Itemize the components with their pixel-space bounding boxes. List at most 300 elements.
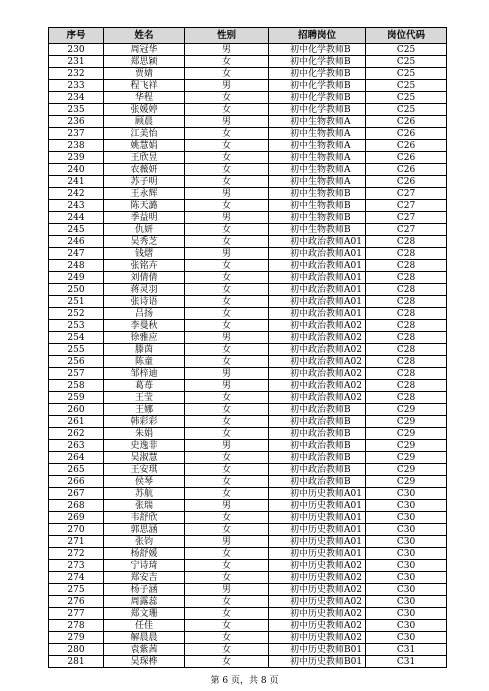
table-row xyxy=(49,548,447,560)
cell-name: 贾婧 xyxy=(104,68,185,80)
cell-position-code: C30 xyxy=(366,524,447,536)
cell-name: 袁紫茜 xyxy=(104,644,185,656)
cell-serial-number: 233 xyxy=(49,80,104,92)
cell-gender: 女 xyxy=(185,560,269,572)
cell-gender: 女 xyxy=(185,128,269,140)
cell-position: 初中政治教师B xyxy=(269,440,366,452)
cell-gender: 男 xyxy=(185,584,269,596)
cell-position: 初中政治教师A01 xyxy=(269,296,366,308)
cell-position-code: C28 xyxy=(366,272,447,284)
cell-serial-number: 235 xyxy=(49,104,104,116)
cell-gender: 女 xyxy=(185,428,269,440)
table-row xyxy=(49,560,447,572)
cell-position-code: C30 xyxy=(366,632,447,644)
cell-position-code: C29 xyxy=(366,428,447,440)
table-row xyxy=(49,656,447,668)
cell-position: 初中政治教师A02 xyxy=(269,344,366,356)
cell-serial-number: 275 xyxy=(49,584,104,596)
table-row xyxy=(49,608,447,620)
cell-position-code: C25 xyxy=(366,92,447,104)
cell-serial-number: 231 xyxy=(49,56,104,68)
table-row xyxy=(49,392,447,404)
header-name: 姓名 xyxy=(104,28,185,44)
table-row xyxy=(49,272,447,284)
cell-gender: 男 xyxy=(185,332,269,344)
cell-serial-number: 253 xyxy=(49,320,104,332)
cell-name: 顾晨 xyxy=(104,116,185,128)
cell-name: 侯琴 xyxy=(104,476,185,488)
cell-gender: 男 xyxy=(185,500,269,512)
table-row xyxy=(49,236,447,248)
table-row xyxy=(49,368,447,380)
header-row xyxy=(49,28,447,44)
cell-position-code: C27 xyxy=(366,224,447,236)
cell-position-code: C30 xyxy=(366,500,447,512)
cell-gender: 女 xyxy=(185,176,269,188)
cell-serial-number: 242 xyxy=(49,188,104,200)
cell-position-code: C29 xyxy=(366,416,447,428)
cell-serial-number: 244 xyxy=(49,212,104,224)
cell-position: 初中历史教师B01 xyxy=(269,656,366,668)
cell-position-code: C29 xyxy=(366,452,447,464)
cell-serial-number: 267 xyxy=(49,488,104,500)
cell-position: 初中历史教师A02 xyxy=(269,632,366,644)
cell-position-code: C30 xyxy=(366,536,447,548)
cell-position: 初中历史教师A01 xyxy=(269,500,366,512)
cell-position-code: C30 xyxy=(366,560,447,572)
cell-name: 吴秀芝 xyxy=(104,236,185,248)
cell-position-code: C28 xyxy=(366,344,447,356)
table-row xyxy=(49,152,447,164)
cell-position-code: C29 xyxy=(366,476,447,488)
cell-position-code: C25 xyxy=(366,68,447,80)
header-position-code: 岗位代码 xyxy=(366,28,447,44)
cell-position: 初中生物教师A xyxy=(269,116,366,128)
table-row xyxy=(49,596,447,608)
cell-position-code: C25 xyxy=(366,44,447,56)
cell-name: 朱娟 xyxy=(104,428,185,440)
cell-position: 初中生物教师A xyxy=(269,164,366,176)
cell-position: 初中生物教师B xyxy=(269,188,366,200)
cell-serial-number: 246 xyxy=(49,236,104,248)
cell-serial-number: 245 xyxy=(49,224,104,236)
cell-position: 初中历史教师A01 xyxy=(269,524,366,536)
table-row xyxy=(49,140,447,152)
cell-position: 初中政治教师A01 xyxy=(269,260,366,272)
cell-name: 吕扬 xyxy=(104,308,185,320)
cell-name: 周露蕊 xyxy=(104,596,185,608)
table-row xyxy=(49,212,447,224)
table-row xyxy=(49,284,447,296)
cell-gender: 女 xyxy=(185,284,269,296)
cell-position-code: C30 xyxy=(366,596,447,608)
table-row xyxy=(49,80,447,92)
cell-position-code: C30 xyxy=(366,620,447,632)
cell-position-code: C29 xyxy=(366,440,447,452)
cell-name: 张媛婷 xyxy=(104,104,185,116)
cell-position-code: C27 xyxy=(366,188,447,200)
cell-position: 初中历史教师A02 xyxy=(269,608,366,620)
cell-position: 初中政治教师A01 xyxy=(269,284,366,296)
cell-serial-number: 258 xyxy=(49,380,104,392)
cell-position: 初中政治教师B xyxy=(269,452,366,464)
cell-name: 史逸非 xyxy=(104,440,185,452)
cell-name: 张铭卉 xyxy=(104,260,185,272)
table-row xyxy=(49,572,447,584)
cell-position-code: C28 xyxy=(366,320,447,332)
cell-name: 农薇妍 xyxy=(104,164,185,176)
cell-name: 王永辉 xyxy=(104,188,185,200)
cell-position-code: C28 xyxy=(366,284,447,296)
cell-serial-number: 256 xyxy=(49,356,104,368)
table-row xyxy=(49,356,447,368)
cell-serial-number: 278 xyxy=(49,620,104,632)
cell-position-code: C28 xyxy=(366,392,447,404)
cell-gender: 女 xyxy=(185,620,269,632)
cell-name: 张瑞 xyxy=(104,500,185,512)
cell-gender: 男 xyxy=(185,212,269,224)
cell-position: 初中政治教师B xyxy=(269,476,366,488)
cell-name: 宁诗琦 xyxy=(104,560,185,572)
cell-serial-number: 262 xyxy=(49,428,104,440)
cell-serial-number: 237 xyxy=(49,128,104,140)
cell-position: 初中生物教师A xyxy=(269,152,366,164)
cell-serial-number: 270 xyxy=(49,524,104,536)
cell-position-code: C28 xyxy=(366,236,447,248)
cell-name: 杨子涵 xyxy=(104,584,185,596)
table-row xyxy=(49,260,447,272)
cell-name: 张诗语 xyxy=(104,296,185,308)
cell-name: 解晨晨 xyxy=(104,632,185,644)
table-row xyxy=(49,224,447,236)
cell-gender: 女 xyxy=(185,320,269,332)
cell-gender: 女 xyxy=(185,68,269,80)
cell-name: 蒋灵羽 xyxy=(104,284,185,296)
cell-position: 初中历史教师A01 xyxy=(269,488,366,500)
cell-gender: 女 xyxy=(185,596,269,608)
cell-gender: 女 xyxy=(185,548,269,560)
cell-gender: 女 xyxy=(185,608,269,620)
table-row xyxy=(49,176,447,188)
cell-position-code: C28 xyxy=(366,380,447,392)
cell-position: 初中政治教师A01 xyxy=(269,308,366,320)
cell-position: 初中政治教师B xyxy=(269,428,366,440)
cell-name: 王安琪 xyxy=(104,464,185,476)
cell-gender: 女 xyxy=(185,164,269,176)
cell-gender: 女 xyxy=(185,464,269,476)
cell-serial-number: 266 xyxy=(49,476,104,488)
table-row xyxy=(49,512,447,524)
cell-serial-number: 230 xyxy=(49,44,104,56)
page-footer: 第 6 页，共 8 页 xyxy=(210,676,279,686)
cell-serial-number: 232 xyxy=(49,68,104,80)
cell-serial-number: 238 xyxy=(49,140,104,152)
table-row xyxy=(49,416,447,428)
cell-name: 邹梓迪 xyxy=(104,368,185,380)
cell-name: 韩彩彩 xyxy=(104,416,185,428)
cell-gender: 女 xyxy=(185,416,269,428)
header-position: 招聘岗位 xyxy=(269,28,366,44)
cell-name: 王莹 xyxy=(104,392,185,404)
roster-table xyxy=(48,27,447,668)
cell-name: 周冠华 xyxy=(104,44,185,56)
cell-name: 吴淑慧 xyxy=(104,452,185,464)
cell-position-code: C26 xyxy=(366,176,447,188)
cell-gender: 女 xyxy=(185,404,269,416)
cell-position-code: C27 xyxy=(366,212,447,224)
table-row xyxy=(49,500,447,512)
cell-name: 华程 xyxy=(104,92,185,104)
table-row xyxy=(49,644,447,656)
cell-serial-number: 243 xyxy=(49,200,104,212)
cell-position-code: C26 xyxy=(366,128,447,140)
cell-position-code: C31 xyxy=(366,644,447,656)
cell-gender: 男 xyxy=(185,44,269,56)
cell-serial-number: 274 xyxy=(49,572,104,584)
cell-gender: 男 xyxy=(185,80,269,92)
table-row xyxy=(49,200,447,212)
cell-name: 滕茵 xyxy=(104,344,185,356)
table-row xyxy=(49,344,447,356)
cell-position: 初中政治教师A02 xyxy=(269,368,366,380)
cell-name: 仇妍 xyxy=(104,224,185,236)
cell-position: 初中化学教师B xyxy=(269,44,366,56)
cell-gender: 女 xyxy=(185,236,269,248)
cell-position-code: C30 xyxy=(366,584,447,596)
cell-position: 初中政治教师B xyxy=(269,464,366,476)
cell-position: 初中历史教师A02 xyxy=(269,620,366,632)
cell-gender: 女 xyxy=(185,632,269,644)
cell-position: 初中政治教师A02 xyxy=(269,332,366,344)
cell-serial-number: 281 xyxy=(49,656,104,668)
cell-name: 郑思颖 xyxy=(104,56,185,68)
cell-position: 初中生物教师A xyxy=(269,140,366,152)
table-row xyxy=(49,620,447,632)
cell-name: 徐雅应 xyxy=(104,332,185,344)
cell-position: 初中生物教师B xyxy=(269,224,366,236)
table-row xyxy=(49,488,447,500)
cell-name: 刘倩倩 xyxy=(104,272,185,284)
cell-position-code: C26 xyxy=(366,140,447,152)
cell-name: 季益明 xyxy=(104,212,185,224)
cell-position: 初中生物教师A xyxy=(269,128,366,140)
cell-position-code: C28 xyxy=(366,248,447,260)
cell-serial-number: 272 xyxy=(49,548,104,560)
cell-serial-number: 234 xyxy=(49,92,104,104)
cell-position: 初中生物教师B xyxy=(269,200,366,212)
cell-position: 初中化学教师B xyxy=(269,56,366,68)
cell-position: 初中化学教师B xyxy=(269,104,366,116)
cell-serial-number: 271 xyxy=(49,536,104,548)
cell-gender: 女 xyxy=(185,92,269,104)
cell-serial-number: 269 xyxy=(49,512,104,524)
table-row xyxy=(49,308,447,320)
cell-name: 王欣昱 xyxy=(104,152,185,164)
table-row xyxy=(49,104,447,116)
cell-name: 陈童 xyxy=(104,356,185,368)
cell-serial-number: 254 xyxy=(49,332,104,344)
cell-position-code: C28 xyxy=(366,332,447,344)
cell-name: 郑文珊 xyxy=(104,608,185,620)
cell-serial-number: 250 xyxy=(49,284,104,296)
cell-serial-number: 255 xyxy=(49,344,104,356)
table-row xyxy=(49,536,447,548)
cell-gender: 男 xyxy=(185,188,269,200)
table-row xyxy=(49,524,447,536)
cell-gender: 女 xyxy=(185,296,269,308)
cell-gender: 男 xyxy=(185,440,269,452)
cell-position-code: C30 xyxy=(366,608,447,620)
cell-name: 郭思涵 xyxy=(104,524,185,536)
cell-serial-number: 236 xyxy=(49,116,104,128)
cell-serial-number: 280 xyxy=(49,644,104,656)
cell-gender: 女 xyxy=(185,260,269,272)
cell-serial-number: 252 xyxy=(49,308,104,320)
cell-serial-number: 264 xyxy=(49,452,104,464)
cell-name: 苏子明 xyxy=(104,176,185,188)
cell-serial-number: 261 xyxy=(49,416,104,428)
cell-gender: 女 xyxy=(185,356,269,368)
table-row xyxy=(49,92,447,104)
cell-position: 初中生物教师B xyxy=(269,212,366,224)
cell-position-code: C27 xyxy=(366,200,447,212)
cell-gender: 男 xyxy=(185,536,269,548)
cell-position-code: C26 xyxy=(366,164,447,176)
cell-gender: 女 xyxy=(185,512,269,524)
cell-name: 钱熠 xyxy=(104,248,185,260)
cell-position: 初中历史教师A02 xyxy=(269,560,366,572)
cell-serial-number: 263 xyxy=(49,440,104,452)
cell-position: 初中政治教师A01 xyxy=(269,272,366,284)
cell-name: 陈天潞 xyxy=(104,200,185,212)
cell-position: 初中政治教师B xyxy=(269,404,366,416)
cell-name: 李曼秋 xyxy=(104,320,185,332)
cell-position: 初中历史教师A01 xyxy=(269,512,366,524)
header-serial-number: 序号 xyxy=(49,28,104,44)
cell-name: 姚慧娟 xyxy=(104,140,185,152)
cell-position-code: C25 xyxy=(366,104,447,116)
cell-position: 初中政治教师A02 xyxy=(269,392,366,404)
cell-position: 初中政治教师A01 xyxy=(269,248,366,260)
cell-gender: 女 xyxy=(185,476,269,488)
table-row xyxy=(49,404,447,416)
cell-serial-number: 279 xyxy=(49,632,104,644)
table-row xyxy=(49,56,447,68)
cell-gender: 男 xyxy=(185,380,269,392)
table-row xyxy=(49,440,447,452)
cell-name: 杨舒媛 xyxy=(104,548,185,560)
cell-name: 王娜 xyxy=(104,404,185,416)
cell-serial-number: 260 xyxy=(49,404,104,416)
cell-gender: 女 xyxy=(185,224,269,236)
cell-position: 初中政治教师A02 xyxy=(269,380,366,392)
cell-position-code: C28 xyxy=(366,260,447,272)
cell-name: 江美怡 xyxy=(104,128,185,140)
cell-gender: 男 xyxy=(185,248,269,260)
cell-position-code: C26 xyxy=(366,152,447,164)
cell-name: 吴琛桦 xyxy=(104,656,185,668)
cell-name: 葛苺 xyxy=(104,380,185,392)
cell-position-code: C30 xyxy=(366,512,447,524)
cell-serial-number: 249 xyxy=(49,272,104,284)
cell-position: 初中政治教师B xyxy=(269,416,366,428)
cell-serial-number: 277 xyxy=(49,608,104,620)
cell-name: 苏航 xyxy=(104,488,185,500)
table-row xyxy=(49,44,447,56)
cell-serial-number: 265 xyxy=(49,464,104,476)
cell-serial-number: 239 xyxy=(49,152,104,164)
cell-gender: 男 xyxy=(185,368,269,380)
cell-gender: 女 xyxy=(185,452,269,464)
cell-name: 韦舒欣 xyxy=(104,512,185,524)
cell-gender: 女 xyxy=(185,572,269,584)
cell-position-code: C30 xyxy=(366,572,447,584)
cell-position-code: C30 xyxy=(366,548,447,560)
cell-serial-number: 248 xyxy=(49,260,104,272)
cell-serial-number: 240 xyxy=(49,164,104,176)
table-row xyxy=(49,380,447,392)
cell-name: 程飞祥 xyxy=(104,80,185,92)
table-row xyxy=(49,476,447,488)
cell-name: 任佳 xyxy=(104,620,185,632)
cell-gender: 女 xyxy=(185,56,269,68)
table-row xyxy=(49,68,447,80)
cell-position: 初中化学教师B xyxy=(269,92,366,104)
cell-serial-number: 257 xyxy=(49,368,104,380)
cell-position-code: C28 xyxy=(366,308,447,320)
cell-serial-number: 251 xyxy=(49,296,104,308)
cell-position-code: C26 xyxy=(366,116,447,128)
table-row xyxy=(49,296,447,308)
cell-position-code: C28 xyxy=(366,368,447,380)
cell-name: 张钧 xyxy=(104,536,185,548)
cell-position: 初中政治教师A02 xyxy=(269,356,366,368)
cell-serial-number: 247 xyxy=(49,248,104,260)
table-row xyxy=(49,320,447,332)
cell-position: 初中生物教师A xyxy=(269,176,366,188)
cell-position: 初中历史教师A02 xyxy=(269,572,366,584)
cell-gender: 女 xyxy=(185,488,269,500)
table-row xyxy=(49,248,447,260)
cell-serial-number: 276 xyxy=(49,596,104,608)
cell-gender: 女 xyxy=(185,152,269,164)
cell-position-code: C29 xyxy=(366,404,447,416)
cell-name: 郑安吉 xyxy=(104,572,185,584)
cell-gender: 女 xyxy=(185,272,269,284)
table-row xyxy=(49,584,447,596)
cell-serial-number: 268 xyxy=(49,500,104,512)
cell-position-code: C31 xyxy=(366,656,447,668)
cell-position: 初中历史教师B01 xyxy=(269,644,366,656)
table-row xyxy=(49,116,447,128)
cell-position: 初中历史教师A01 xyxy=(269,548,366,560)
cell-position-code: C25 xyxy=(366,80,447,92)
cell-serial-number: 259 xyxy=(49,392,104,404)
cell-position-code: C28 xyxy=(366,296,447,308)
cell-position: 初中政治教师A02 xyxy=(269,320,366,332)
cell-position: 初中政治教师A01 xyxy=(269,236,366,248)
cell-gender: 女 xyxy=(185,656,269,668)
table-row xyxy=(49,164,447,176)
cell-position: 初中化学教师B xyxy=(269,68,366,80)
cell-gender: 女 xyxy=(185,200,269,212)
cell-position-code: C28 xyxy=(366,356,447,368)
cell-position: 初中历史教师A02 xyxy=(269,596,366,608)
table-row xyxy=(49,332,447,344)
table-row xyxy=(49,452,447,464)
table-row xyxy=(49,428,447,440)
cell-position: 初中历史教师A01 xyxy=(269,536,366,548)
